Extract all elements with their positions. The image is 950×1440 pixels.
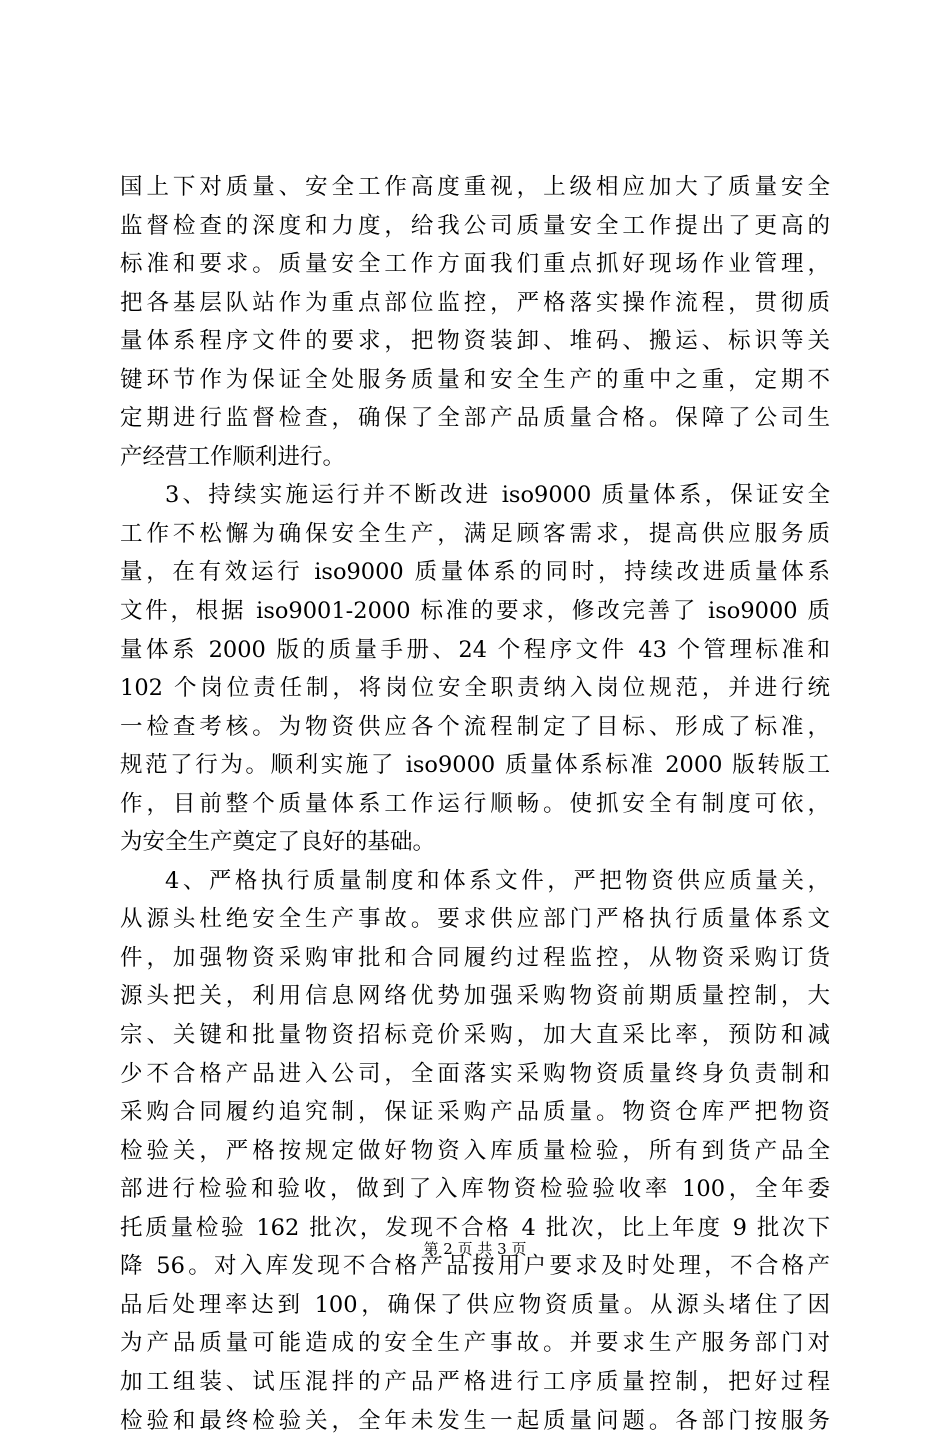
text-line: 量体系程序文件的要求，把物资装卸、堆码、搬运、标识等关 [120,322,830,361]
text-line: 检验关，严格按规定做好物资入库质量检验，所有到货产品全 [120,1132,830,1171]
text-line: 产经营工作顺利进行。 [120,438,830,477]
text-line: 键环节作为保证全处服务质量和安全生产的重中之重，定期不 [120,361,830,400]
text-line: 加工组装、试压混拌的产品严格进行工序质量控制，把好过程 [120,1363,830,1402]
text-line: 品后处理率达到 100，确保了供应物资质量。从源头堵住了因 [120,1286,830,1325]
text-line: 文件，根据 iso9001-2000 标准的要求，修改完善了 iso9000 质 [120,592,830,631]
text-line: 国上下对质量、安全工作高度重视，上级相应加大了质量安全 [120,168,830,207]
page-footer: 第 2 页 共 3 页 [0,1239,950,1259]
text-line: 宗、关键和批量物资招标竞价采购，加大直采比率，预防和减 [120,1016,830,1055]
text-line: 件，加强物资采购审批和合同履约过程监控，从物资采购订货 [120,939,830,978]
text-line: 托质量检验 162 批次，发现不合格 4 批次，比上年度 9 批次下 [120,1209,830,1248]
text-line: 作，目前整个质量体系工作运行顺畅。使抓安全有制度可依， [120,785,830,824]
text-line: 量，在有效运行 iso9000 质量体系的同时，持续改进质量体系 [120,553,830,592]
text-line: 部进行检验和验收，做到了入库物资检验验收率 100，全年委 [120,1170,830,1209]
text-line: 一检查考核。为物资供应各个流程制定了目标、形成了标准， [120,708,830,747]
text-line: 3、持续实施运行并不断改进 iso9000 质量体系，保证安全 [120,476,830,515]
text-line: 降 56。对入库发现不合格产品按用户要求及时处理，不合格产 [120,1247,830,1286]
text-line: 4、严格执行质量制度和体系文件，严把物资供应质量关， [120,862,830,901]
text-line: 工作不松懈为确保安全生产，满足顾客需求，提高供应服务质 [120,515,830,554]
text-line: 从源头杜绝安全生产事故。要求供应部门严格执行质量体系文 [120,900,830,939]
text-line: 少不合格产品进入公司，全面落实采购物资质量终身负责制和 [120,1055,830,1094]
text-line: 为安全生产奠定了良好的基础。 [120,823,830,862]
text-line: 把各基层队站作为重点部位监控，严格落实操作流程，贯彻质 [120,284,830,323]
text-line: 标准和要求。质量安全工作方面我们重点抓好现场作业管理， [120,245,830,284]
text-line: 检验和最终检验关，全年未发生一起质量问题。各部门按服务 [120,1402,830,1440]
text-line: 采购合同履约追究制，保证采购产品质量。物资仓库严把物资 [120,1093,830,1132]
text-line: 源头把关，利用信息网络优势加强采购物资前期质量控制，大 [120,977,830,1016]
text-line: 102 个岗位责任制，将岗位安全职责纳入岗位规范，并进行统 [120,669,830,708]
text-line: 为产品质量可能造成的安全生产事故。并要求生产服务部门对 [120,1324,830,1363]
text-line: 定期进行监督检查，确保了全部产品质量合格。保障了公司生 [120,399,830,438]
text-line: 监督检查的深度和力度，给我公司质量安全工作提出了更高的 [120,207,830,246]
text-line: 量体系 2000 版的质量手册、24 个程序文件 43 个管理标准和 [120,631,830,670]
text-line: 规范了行为。顺利实施了 iso9000 质量体系标准 2000 版转版工 [120,746,830,785]
